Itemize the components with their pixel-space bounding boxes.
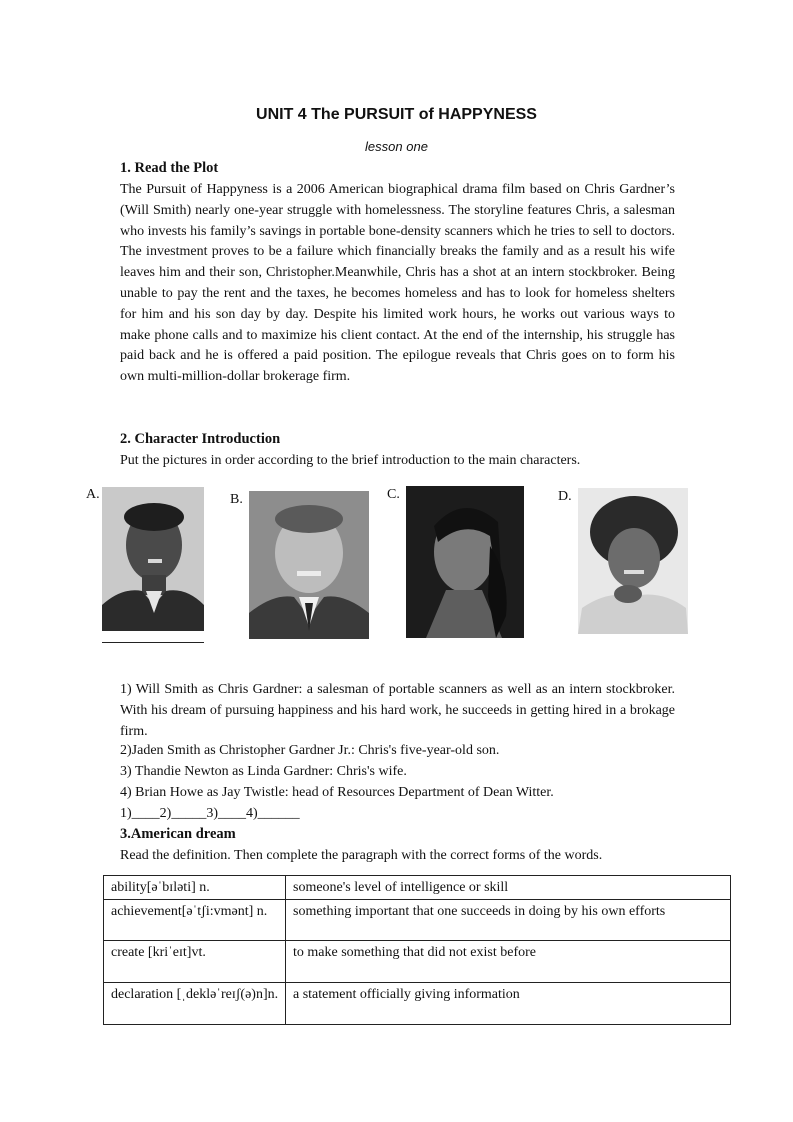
vocab-word: achievement[əˈtʃi:vmənt] n. <box>104 900 286 941</box>
character-item-4: 4) Brian Howe as Jay Twistle: head of Resources Department of Dean Witter. <box>120 785 554 800</box>
table-row <box>104 983 731 1025</box>
table-row <box>104 900 731 941</box>
section1-heading: 1. Read the Plot <box>120 160 219 176</box>
vocab-word: declaration [ˌdekləˈreɪʃ(ə)n]n. <box>104 983 286 1025</box>
photo-d-portrait <box>578 488 688 634</box>
vocab-definition: something important that one succeeds in doing by his own efforts <box>286 900 731 941</box>
character-item-3: 3) Thandie Newton as Linda Gardner: Chris's wife. <box>120 764 407 779</box>
vocab-definition: to make something that did not exist before <box>286 941 731 983</box>
photo-label-c: C. <box>387 487 400 502</box>
lesson-subtitle: lesson one <box>365 139 428 154</box>
photo-b-portrait <box>249 491 369 639</box>
character-item-1: 1) Will Smith as Chris Gardner: a salesman of portable scanners as well as an intern stockbroker. With his dream of pursuing happiness and his hard work, he succeeds in getting hired in a brokage firm. <box>120 682 675 739</box>
section3-heading: 3.American dream <box>120 826 236 842</box>
page-title: UNIT 4 The PURSUIT of HAPPYNESS <box>256 106 537 123</box>
answer-blanks: 1)____2)_____3)____4)______ <box>120 806 300 821</box>
answer-underline <box>102 642 204 643</box>
vocabulary-table <box>103 875 731 1025</box>
character-instruction: Put the pictures in order according to the brief introduction to the main characters. <box>120 453 581 468</box>
character-item-2: 2)Jaden Smith as Christopher Gardner Jr.: Chris's five-year-old son. <box>120 743 500 758</box>
photo-label-d: D. <box>558 489 572 504</box>
plot-paragraph: The Pursuit of Happyness is a 2006 American biographical drama film based on Chris Gardner’s (Will Smith) nearly one-year struggle with homelessness. The storyline features Chris, a salesman who invests his family’s savings in portable bone-density scanners which he tries to sell to doctors. The investment proves to be a failure which financially breaks the family and as a result his wife leaves him and their son, Christopher.Meanwhile, Chris has a shot at an intern stockbroker. Being unable to pay the rent and the taxes, he becomes homeless and has to look for homeless shelters for him and his son day by day. Despite his limited work hours, he works out various ways to make phone calls and to maximize his client contact. At the end of the internship, his struggle has paid back and he is offered a paid position. The epilogue reveals that Chris goes on to form his own multi-million-dollar brokerage firm. <box>120 182 675 385</box>
section2-heading: 2. Character Introduction <box>120 431 281 447</box>
photo-a-portrait <box>102 487 204 631</box>
definition-instruction: Read the definition. Then complete the paragraph with the correct forms of the words. <box>120 848 603 863</box>
vocab-word: create [kriˈeɪt]vt. <box>104 941 286 983</box>
photo-c-portrait <box>406 486 524 638</box>
vocab-word: ability[əˈbɪləti] n. <box>104 876 286 900</box>
table-row <box>104 876 731 900</box>
table-row <box>104 941 731 983</box>
vocab-definition: someone's level of intelligence or skill <box>286 876 731 900</box>
vocab-definition: a statement officially giving information <box>286 983 731 1025</box>
photo-label-b: B. <box>230 492 243 507</box>
photo-label-a: A. <box>86 487 100 502</box>
